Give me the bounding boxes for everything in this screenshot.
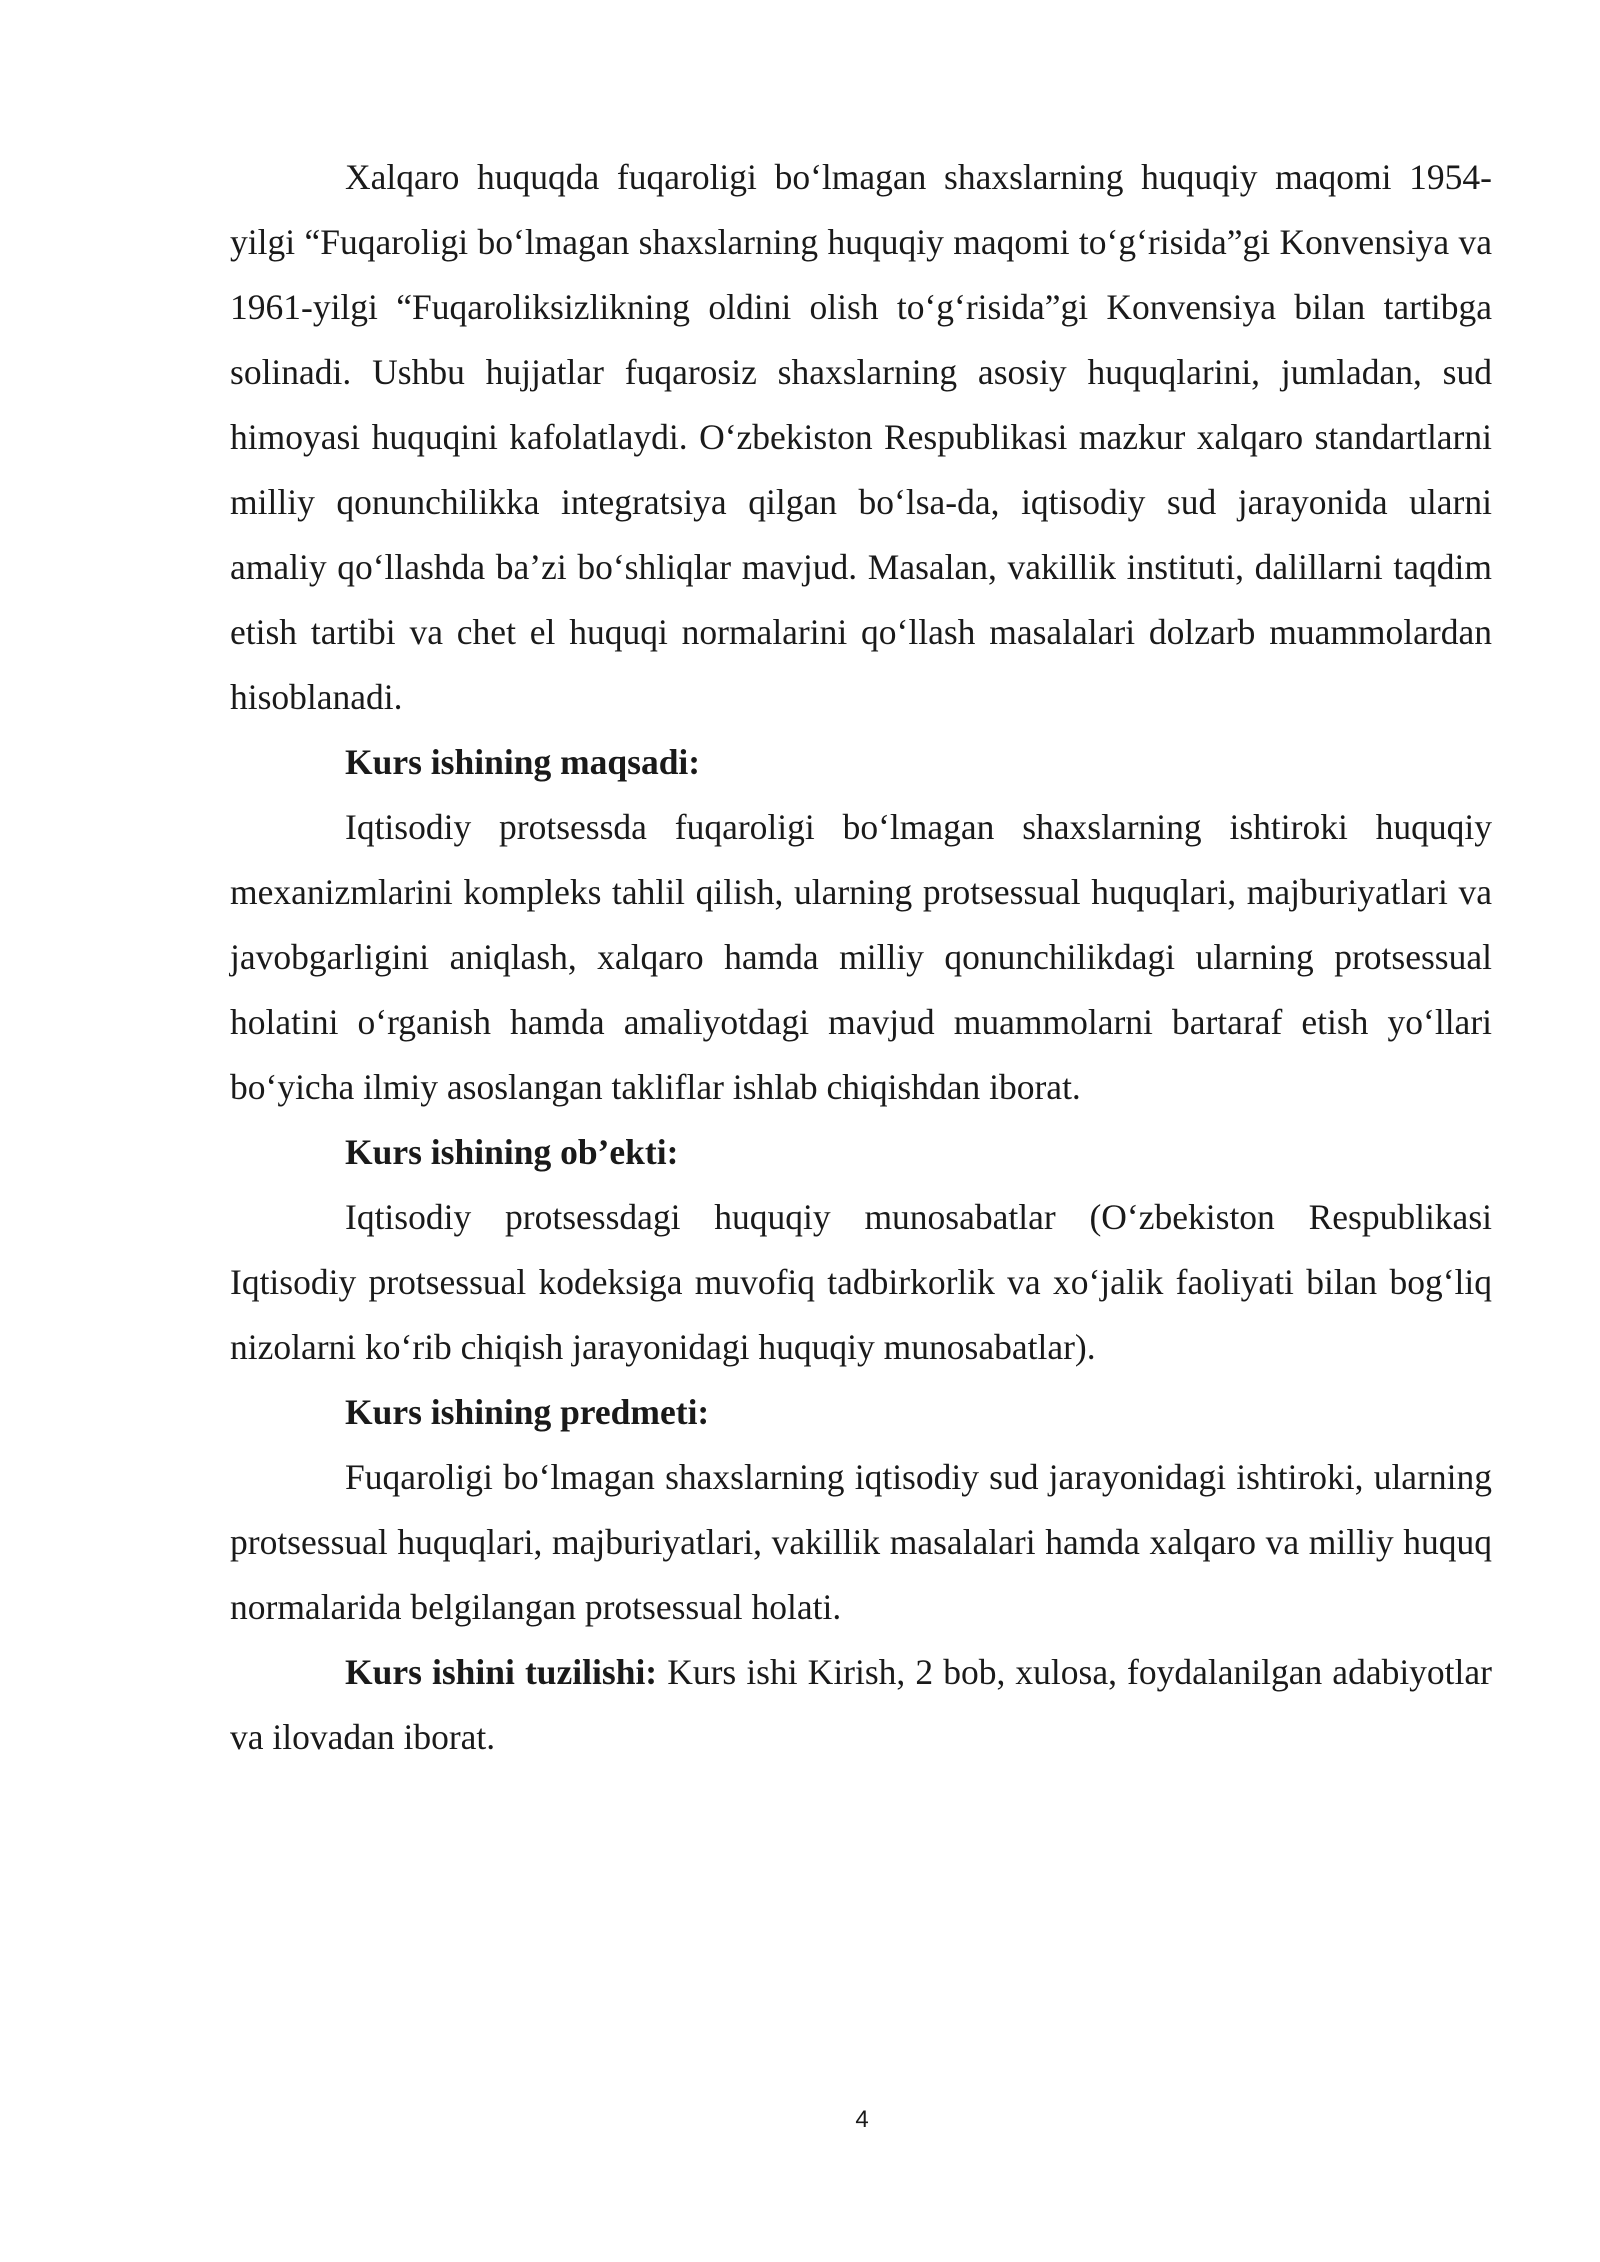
object-paragraph: Iqtisodiy protsessdagi huquqiy munosabatlar (O‘zbekiston Respublikasi Iqtisodiy protsessual kodeksiga muvofiq tadbirkorlik va xo‘jalik faoliyati bilan bog‘liq nizolarni ko‘rib chiqish jarayonidagi huquqiy munosabatlar). bbox=[230, 1197, 1492, 1367]
goal-paragraph: Iqtisodiy protsessda fuqaroligi bo‘lmagan shaxslarning ishtiroki huquqiy mexanizmlarini kompleks tahlil qilish, ularning protsessual huquqlari, majburiyatlari va javobgarligini aniqlash, xalqaro hamda milliy qonunchilikdagi ularning protsessual holatini o‘rganish hamda amaliyotdagi mavjud muammolarni bartaraf etish yo‘llari bo‘yicha ilmiy asoslangan takliflar ishlab chiqishdan iborat. bbox=[230, 807, 1492, 1107]
structure-label: Kurs ishini tuzilishi: bbox=[345, 1652, 658, 1692]
subject-heading: Kurs ishining predmeti: bbox=[345, 1392, 710, 1432]
structure-text: Kurs ishi Kirish, 2 bob, xulosa, foydalanilgan adabiyotlar va ilovadan iborat. bbox=[230, 1652, 1492, 1757]
intro-paragraph: Xalqaro huquqda fuqaroligi bo‘lmagan shaxslarning huquqiy maqomi 1954-yilgi “Fuqaroligi bo‘lmagan shaxslarning huquqiy maqomi to‘g‘risida”gi Konvensiya va 1961-yilgi “Fuqaroliksizlikning oldini olish to‘g‘risida”gi Konvensiya bilan tartibga solinadi. Ushbu hujjatlar fuqarosiz shaxslarning asosiy huquqlarini, jumladan, sud himoyasi huquqini kafolatlaydi. O‘zbekiston Respublikasi mazkur xalqaro standartlarni milliy qonunchilikka integratsiya qilgan bo‘lsa-da, iqtisodiy sud jarayonida ularni amaliy qo‘llashda ba’zi bo‘shliqlar mavjud. Masalan, vakillik instituti, dalillarni taqdim etish tartibi va chet el huquqi normalarini qo‘llash masalalari dolzarb muammolardan hisoblanadi. bbox=[230, 157, 1492, 717]
document-body bbox=[230, 145, 1492, 1770]
structure-paragraph bbox=[230, 1640, 1492, 1770]
object-heading: Kurs ishining ob’ekti: bbox=[345, 1132, 679, 1172]
page-number: 4 bbox=[855, 2106, 869, 2133]
goal-heading: Kurs ishining maqsadi: bbox=[345, 742, 701, 782]
subject-paragraph: Fuqaroligi bo‘lmagan shaxslarning iqtisodiy sud jarayonidagi ishtiroki, ularning protsessual huquqlari, majburiyatlari, vakillik masalalari hamda xalqaro va milliy huquq normalarida belgilangan protsessual holati. bbox=[230, 1457, 1492, 1627]
